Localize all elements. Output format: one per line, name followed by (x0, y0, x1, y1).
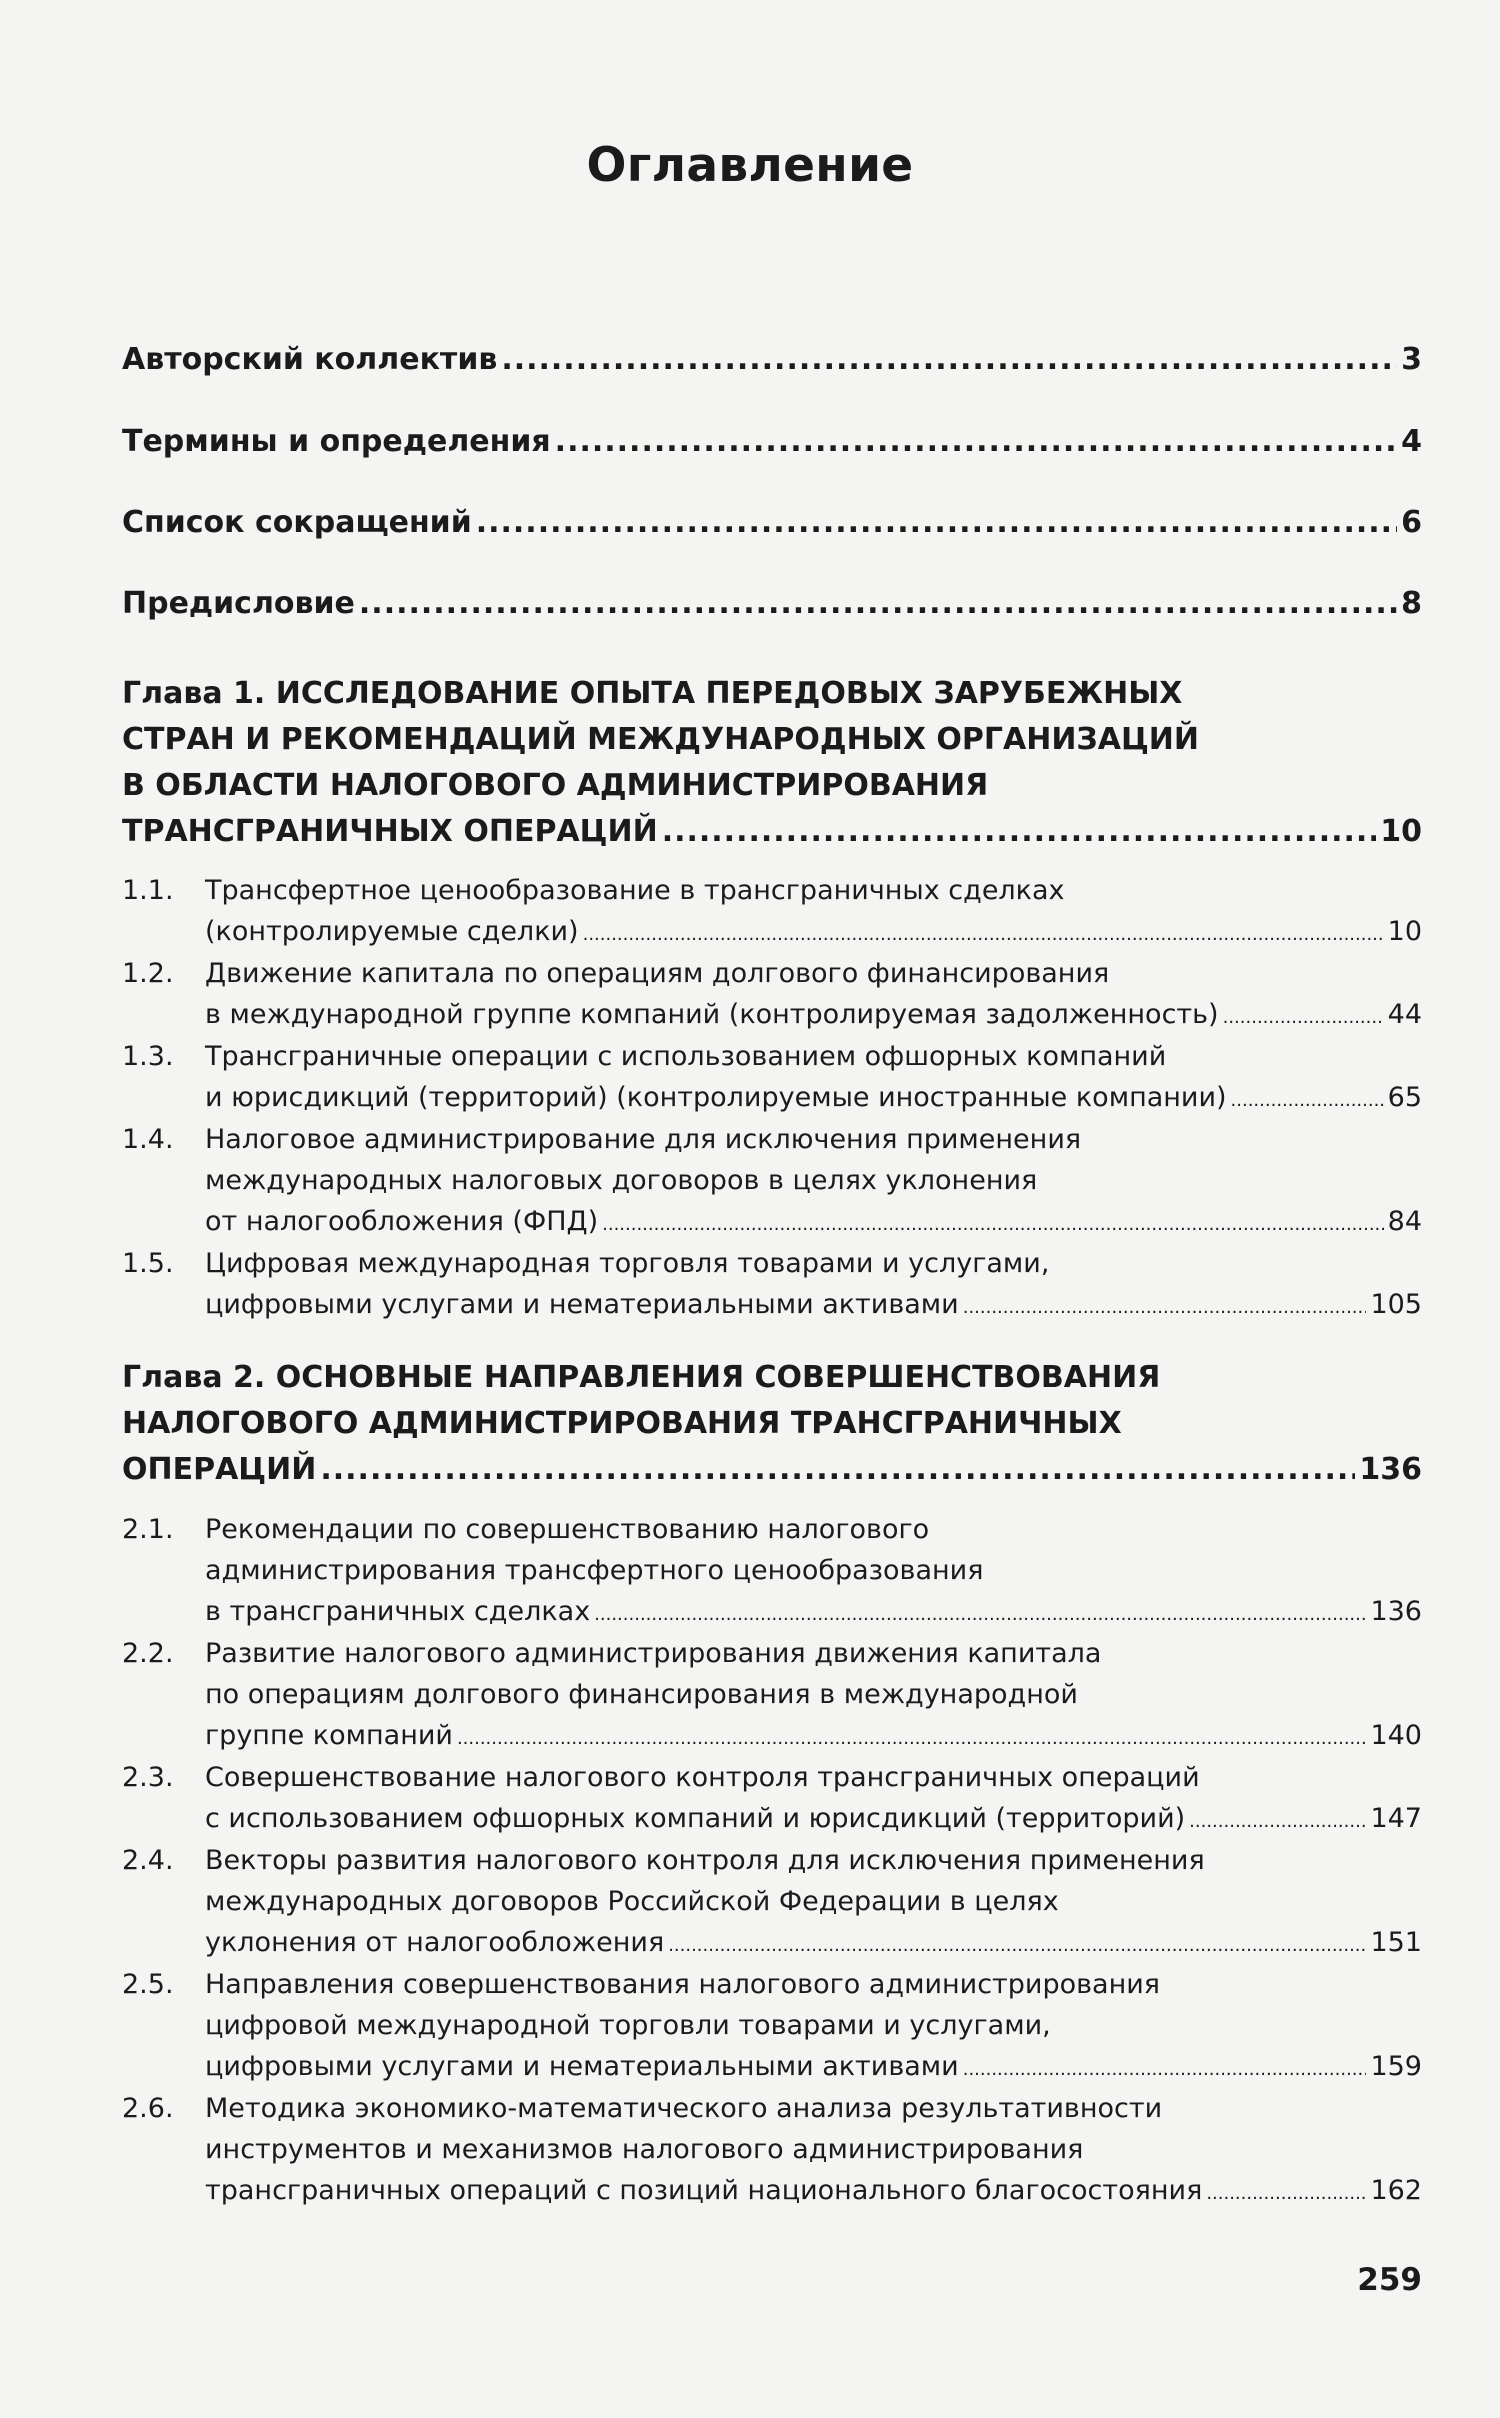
toc-page-number: 10 (1387, 916, 1422, 947)
toc-page-number: 136 (1370, 1596, 1422, 1627)
section-title-line: от налогообложения (ФПД) (205, 1206, 599, 1237)
leader-dots (555, 424, 1397, 459)
section-title-line: цифровыми услугами и нематериальными активами (205, 1289, 959, 1320)
toc-page-number: 4 (1401, 424, 1422, 459)
toc-page-number: 8 (1401, 586, 1422, 621)
section-title-line: с использованием офшорных компаний и юрисдикций (территорий) (205, 1803, 1186, 1834)
section-title-line: уклонения от налогообложения (205, 1927, 665, 1958)
toc-chapter-1[interactable] (122, 676, 1422, 860)
section-number: 2.3. (122, 1762, 174, 1793)
page-title: Оглавление (586, 138, 914, 193)
section-title-line: Движение капитала по операциям долгового финансирования (205, 958, 1110, 989)
toc-page-number: 65 (1387, 1082, 1422, 1113)
toc-entry-text: Предисловие (122, 586, 355, 621)
section-title-line: Направления совершенствования налогового администрирования (205, 1969, 1161, 2000)
leader-dots (320, 1452, 1355, 1487)
leader-dots (1206, 2170, 1366, 2214)
section-title-line: Рекомендации по совершенствованию налогового (205, 1514, 930, 1545)
leader-dots (501, 342, 1397, 377)
toc-entry-preface[interactable] (122, 586, 1422, 626)
section-title-line: группе компаний (205, 1720, 453, 1751)
leader-dots (594, 1591, 1366, 1635)
leader-dots (457, 1715, 1367, 1759)
section-number: 1.5. (122, 1248, 174, 1279)
section-number: 2.6. (122, 2093, 174, 2124)
section-title-line: Цифровая международная торговля товарами и услугами, (205, 1248, 1050, 1279)
chapter-title-line: НАЛОГОВОГО АДМИНИСТРИРОВАНИЯ ТРАНСГРАНИЧНЫХ (122, 1406, 1122, 1441)
leader-dots (476, 505, 1397, 540)
toc-page-number: 162 (1370, 2175, 1422, 2206)
toc-page-number: 136 (1359, 1452, 1422, 1487)
chapter-title-line: ТРАНСГРАНИЧНЫХ ОПЕРАЦИЙ (122, 814, 658, 849)
section-number: 1.4. (122, 1124, 174, 1155)
chapter-title-line: ОПЕРАЦИЙ (122, 1452, 317, 1487)
section-number: 2.2. (122, 1638, 174, 1669)
section-title-line: администрирования трансфертного ценообразования (205, 1555, 984, 1586)
toc-page-number: 6 (1401, 505, 1422, 540)
section-number: 2.5. (122, 1969, 174, 2000)
chapter-title-line: В ОБЛАСТИ НАЛОГОВОГО АДМИНИСТРИРОВАНИЯ (122, 768, 989, 803)
toc-page-number: 10 (1380, 814, 1422, 849)
toc-page-number: 3 (1401, 342, 1422, 377)
toc-entry-text: Термины и определения (122, 424, 551, 459)
section-title-line: Трансграничные операции с использованием офшорных компаний (205, 1041, 1167, 1072)
leader-dots (1223, 994, 1384, 1038)
toc-page-number: 151 (1370, 1927, 1422, 1958)
toc-entry-authors[interactable] (122, 342, 1422, 382)
chapter-title-line: Глава 1. ИССЛЕДОВАНИЕ ОПЫТА ПЕРЕДОВЫХ ЗАРУБЕЖНЫХ (122, 676, 1183, 711)
section-title-line: (контролируемые сделки) (205, 916, 579, 947)
section-title-line: трансграничных операций с позиций национального благосостояния (205, 2175, 1203, 2206)
toc-entry-text: Авторский коллектив (122, 342, 498, 377)
toc-entry-abbreviations[interactable] (122, 505, 1422, 545)
section-title-line: международных налоговых договоров в целях уклонения (205, 1165, 1038, 1196)
toc-chapter-2[interactable] (122, 1360, 1422, 1498)
toc-page-number: 140 (1370, 1720, 1422, 1751)
section-title-line: Трансфертное ценообразование в трансграничных сделках (205, 875, 1065, 906)
chapter-title-line: Глава 2. ОСНОВНЫЕ НАПРАВЛЕНИЯ СОВЕРШЕНСТВОВАНИЯ (122, 1360, 1161, 1395)
section-title-line: Методика экономико-математического анализа результативности (205, 2093, 1163, 2124)
section-number: 1.2. (122, 958, 174, 989)
leader-dots (1189, 1798, 1366, 1842)
section-title-line: Векторы развития налогового контроля для исключения применения (205, 1845, 1205, 1876)
leader-dots (602, 1201, 1384, 1245)
leader-dots (583, 911, 1384, 955)
section-number: 1.3. (122, 1041, 174, 1072)
leader-dots (1231, 1077, 1384, 1121)
toc-page-number: 159 (1370, 2051, 1422, 2082)
chapter-title-line: СТРАН И РЕКОМЕНДАЦИЙ МЕЖДУНАРОДНЫХ ОРГАНИЗАЦИЙ (122, 722, 1200, 757)
leader-dots (668, 1922, 1366, 1966)
section-title-line: инструментов и механизмов налогового администрирования (205, 2134, 1084, 2165)
toc-page-number: 44 (1387, 999, 1422, 1030)
leader-dots (359, 586, 1397, 621)
section-title-line: в трансграничных сделках (205, 1596, 591, 1627)
section-title-line: Налоговое администрирование для исключения применения (205, 1124, 1082, 1155)
leader-dots (963, 1284, 1367, 1328)
toc-entry-text: Список сокращений (122, 505, 472, 540)
toc-entry-terms[interactable] (122, 424, 1422, 464)
toc-page-number: 147 (1370, 1803, 1422, 1834)
section-title-line: Совершенствование налогового контроля трансграничных операций (205, 1762, 1200, 1793)
section-number: 2.1. (122, 1514, 174, 1545)
section-number: 2.4. (122, 1845, 174, 1876)
section-title-line: цифровой международной торговли товарами и услугами, (205, 2010, 1051, 2041)
toc-page-number: 105 (1370, 1289, 1422, 1320)
section-title-line: цифровыми услугами и нематериальными активами (205, 2051, 959, 2082)
leader-dots (963, 2046, 1367, 2090)
section-number: 1.1. (122, 875, 174, 906)
leader-dots (662, 814, 1377, 849)
section-title-line: международных договоров Российской Федерации в целях (205, 1886, 1059, 1917)
section-title-line: и юрисдикций (территорий) (контролируемые иностранные компании) (205, 1082, 1227, 1113)
section-title-line: в международной группе компаний (контролируемая задолженность) (205, 999, 1219, 1030)
toc-page-number: 84 (1387, 1206, 1422, 1237)
section-title-line: по операциям долгового финансирования в международной (205, 1679, 1078, 1710)
page-folio-number: 259 (1357, 2262, 1422, 2298)
section-title-line: Развитие налогового администрирования движения капитала (205, 1638, 1102, 1669)
